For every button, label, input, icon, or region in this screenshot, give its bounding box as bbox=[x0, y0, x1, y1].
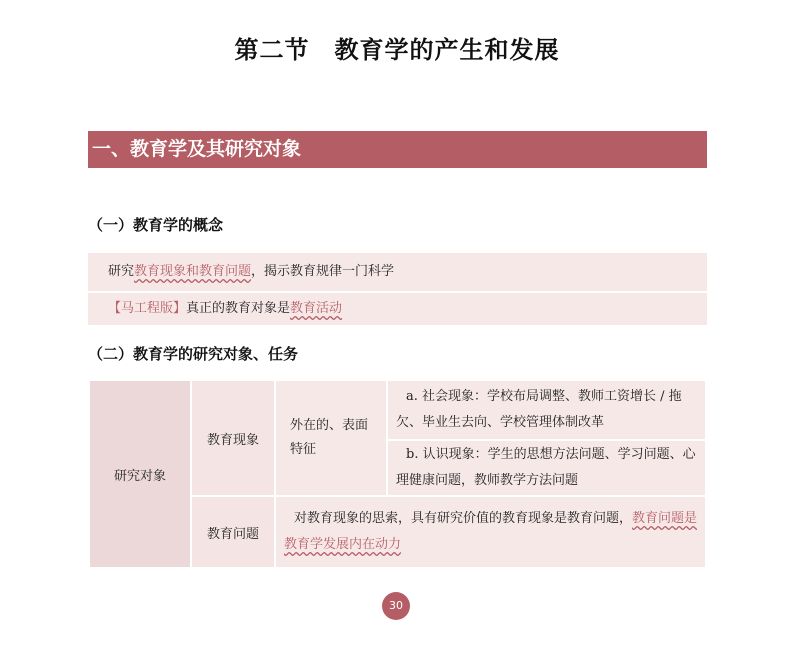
problems-label: 教育问题 bbox=[191, 496, 275, 568]
phenomena-label: 教育现象 bbox=[191, 380, 275, 496]
page-number-badge: 30 bbox=[382, 592, 410, 620]
problems-description bbox=[275, 496, 706, 568]
note-highlight: 教育活动 bbox=[290, 301, 343, 316]
section-heading-bar: 一、教育学及其研究对象 bbox=[88, 131, 707, 168]
concept-definition-row bbox=[88, 253, 707, 291]
research-object-label: 研究对象 bbox=[89, 380, 191, 568]
problems-highlight: 教育问题是教育学发展内在动力 bbox=[284, 511, 698, 552]
edition-tag: 【马工程版】 bbox=[108, 301, 187, 316]
concept-heading: （一）教育学的概念 bbox=[88, 216, 224, 234]
concept-note-row bbox=[88, 293, 707, 325]
page-title: 第二节 教育学的产生和发展 bbox=[234, 35, 560, 64]
definition-prefix: 研究 bbox=[108, 264, 135, 279]
problems-text: 对教育现象的思索，具有研究价值的教育现象是教育问题， bbox=[294, 511, 633, 526]
cognitive-phenomena-item: b. 认识现象：学生的思想方法问题、学习问题、心理健康问题，教师教学方法问题 bbox=[387, 440, 706, 496]
definition-suffix: ，揭示教育规律一门科学 bbox=[251, 264, 395, 279]
research-object-table bbox=[88, 379, 707, 569]
phenomena-feature: 外在的、表面特征 bbox=[275, 380, 387, 496]
objects-heading: （二）教育学的研究对象、任务 bbox=[88, 345, 299, 363]
definition-highlight: 教育现象和教育问题 bbox=[134, 264, 252, 279]
note-text: 真正的教育对象是 bbox=[186, 301, 291, 316]
social-phenomena-item: a. 社会现象：学校布局调整、教师工资增长 / 拖欠、毕业生去向、学校管理体制改革 bbox=[387, 380, 706, 440]
